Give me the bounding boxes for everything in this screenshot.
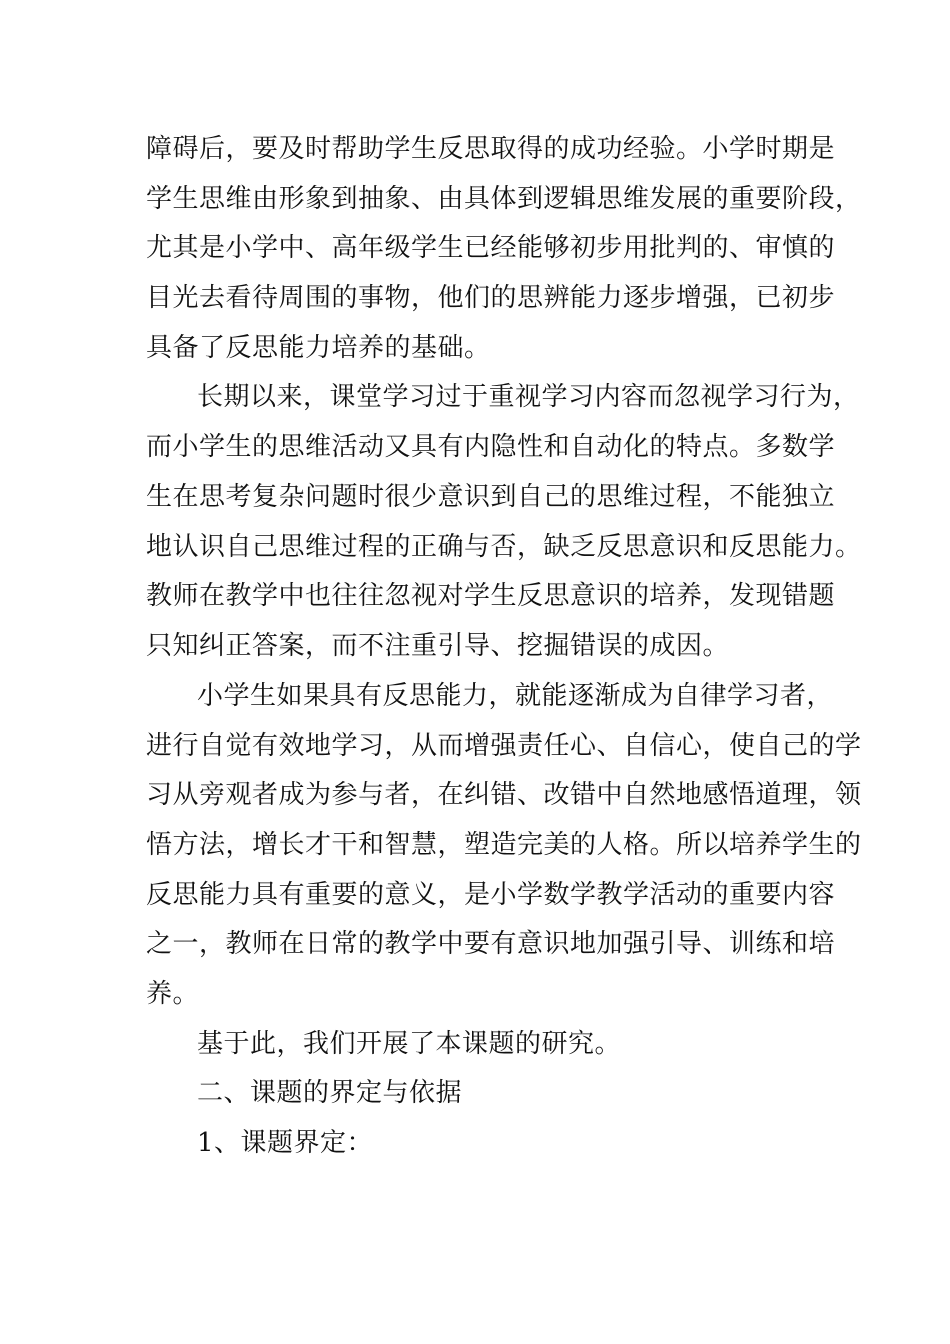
text-line: 尤其是小学中、高年级学生已经能够初步用批判的、审慎的: [146, 233, 836, 263]
text-line: 生在思考复杂问题时很少意识到自己的思维过程，不能独立: [146, 482, 836, 512]
paragraph-first-line: 基于此，我们开展了本课题的研究。: [197, 1029, 622, 1059]
subsection-heading: 1、课题界定：: [197, 1128, 374, 1158]
text-line: 悟方法，增长才干和智慧，塑造完美的人格。所以培养学生的: [146, 830, 862, 860]
text-line: 教师在教学中也往往忽视对学生反思意识的培养，发现错题: [146, 581, 836, 611]
text-line: 具备了反思能力培养的基础。: [146, 333, 491, 363]
text-line: 习从旁观者成为参与者，在纠错、改错中自然地感悟道理，领: [146, 780, 862, 810]
text-line: 进行自觉有效地学习，从而增强责任心、自信心，使自己的学: [146, 731, 862, 761]
text-line: 只知纠正答案，而不注重引导、挖掘错误的成因。: [146, 631, 730, 661]
text-line: 地认识自己思维过程的正确与否，缺乏反思意识和反思能力。: [146, 532, 862, 562]
text-line: 目光去看待周围的事物，他们的思辨能力逐步增强，已初步: [146, 283, 836, 313]
paragraph-first-line: 小学生如果具有反思能力，就能逐渐成为自律学习者，: [197, 681, 834, 711]
text-line: 养。: [146, 979, 200, 1009]
text-line: 障碍后，要及时帮助学生反思取得的成功经验。小学时期是: [146, 134, 836, 164]
paragraph-first-line: 长期以来，课堂学习过于重视学习内容而忽视学习行为，: [197, 382, 860, 412]
section-heading: 二、课题的界定与依据: [197, 1078, 463, 1108]
text-line: 反思能力具有重要的意义，是小学数学教学活动的重要内容: [146, 880, 836, 910]
text-line: 之一，教师在日常的教学中要有意识地加强引导、训练和培: [146, 929, 836, 959]
text-line: 而小学生的思维活动又具有内隐性和自动化的特点。多数学: [146, 432, 836, 462]
text-line: 学生思维由形象到抽象、由具体到逻辑思维发展的重要阶段，: [146, 184, 862, 214]
